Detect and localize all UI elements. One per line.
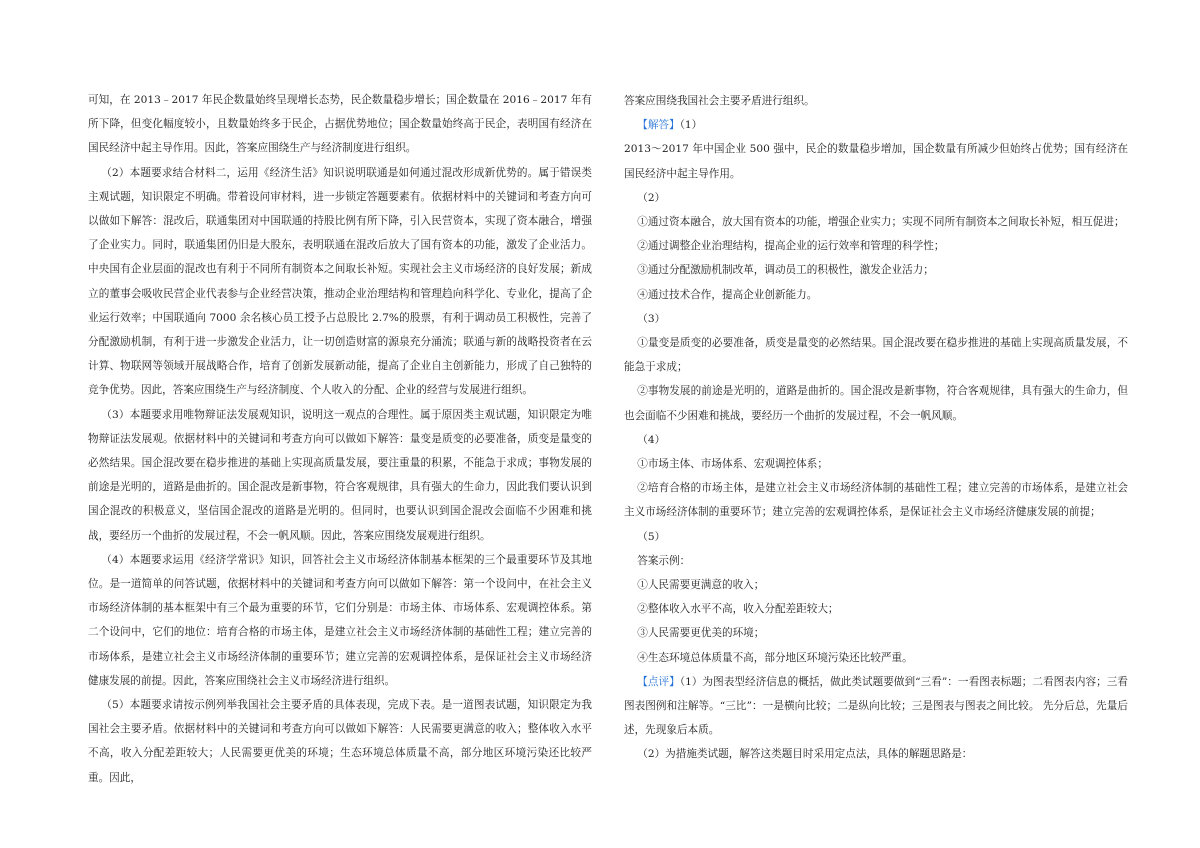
answer-line-4: ②通过调整企业治理结构，提高企业的运行效率和管理的科学性； [637, 240, 945, 253]
answer-intro: 答案应围绕我国社会主要矛盾进行组织。 [624, 95, 815, 107]
answer-line-3: ①通过资本融合，放大国有资本的功能，增强企业实力；实现不同所有制资本之间取长补短，相互促进； [637, 216, 1125, 229]
paragraph-4: （4）本题要求运用《经济学常识》知识，回答社会主义市场经济体制基本框架的三个最重要环节及其地位。是一道简单的问答试题，依据材料中的关键词和考查方向可以做如下解答：第一个设问中，在社会主义市场经济体制的基本框架中有三个最为重要的环节，它们分别是：市场主体、市场体系、宏观调控体系。第二个设问中，它们的地位：培育合格的市场主体，是建立社会主义市场经济体制的基础性工程；建立完善的市场体系，是建立社会主义市场经济体制的重要环节；建立完善的宏观调控体系，是保证社会主义市场经济健康发展的前提。因此，答案应围绕社会主义市场经济进行组织。 [88, 553, 592, 687]
answer-tag-suffix: （1） [679, 119, 703, 132]
answer-line-14: 答案示例： [637, 554, 691, 567]
answer-line-8: ①量变是质变的必要准备，质变是量变的必然结果。国企混改要在稳步推进的基础上实现高质量发展，不能急于求成； [624, 337, 1128, 374]
answer-line-13: （5） [637, 530, 666, 543]
paragraph-2: （2）本题要求结合材料二，运用《经济生活》知识说明联通是如何通过混改形成新优势的。属于错误类主观试题，知识限定不明确。带着设问审材料，进一步锁定答题要素有。依据材料中的关键词和考查方向可以做如下解答：混改后，联通集团对中国联通的持股比例有所下降，引入民营资本，实现了资本融合，增强了企业实力。同时，联通集团仍旧是大股东，表明联通在混改后放大了国有资本的功能，激发了企业活力。中央国有企业层面的混改也有利于不同所有制资本之间取长补短。实现社会主义市场经济的良好发展；新成立的董事会吸收民营企业代表参与企业经营决策，推动企业治理结构和管理趋向科学化、专业化，提高了企业运行效率；中国联通向 7000 余名核心员工授予占总股比 2.7%的股票，有利于调动员工积极性，完善了分配激励机制，有利于进一步激发企业活力，让一切创造财富的源泉充分涌流；联通与新的战略投资者在云计算、物联网等领域开展战略合作，培育了创新发展新动能，提高了企业自主创新能力，形成了自己独特的竞争优势。因此，答案应围绕生产与经济制度、个人收入的分配、企业的经营与发展进行组织。 [88, 166, 592, 397]
answer-tag: 【解答】 [637, 119, 680, 132]
answer-line-17: ③人民需要更优美的环境； [637, 627, 765, 640]
answer-line-7: （3） [637, 312, 666, 325]
answer-header [624, 113, 1128, 137]
answer-line-11: ①市场主体、市场体系、宏观调控体系； [637, 458, 828, 471]
answer-line-18: ④生态环境总体质量不高，部分地区环境污染还比较严重。 [637, 651, 913, 664]
paragraph-3: （3）本题要求用唯物辩证法发展观知识，说明这一观点的合理性。属于原因类主观试题，知识限定为唯物辩证法发展观。依据材料中的关键词和考查方向可以做如下解答：量变是质变的必要准备，质变是量变的必然结果。国企混改要在稳步推进的基础上实现高质量发展，要注重量的积累，不能急于求成；事物发展的前途是光明的，道路是曲折的。国企混改是新事物，符合客观规律，具有强大的生命力，因此我们要认识到国企混改的积极意义，坚信国企混改的道路是光明的。但同时，也要认识到国企混改会面临不少困难和挑战，要经历一个曲折的发展过程，不会一帆风顺。因此，答案应围绕发展观进行组织。 [88, 408, 592, 542]
answer-line-5: ③通过分配激励机制改革，调动员工的积极性，激发企业活力； [637, 264, 934, 277]
answer-line-6: ④通过技术合作，提高企业创新能力。 [637, 288, 818, 301]
paragraph-5: （5）本题要求请按示例列举我国社会主要矛盾的具体表现，完成下表。是一道图表试题，知识限定为我国社会主要矛盾。依据材料中的关键词和考查方向可以做如下解答：人民需要更满意的收入；整体收入水平不高，收入分配差距较大；人民需要更优美的环境；生态环境总体质量不高，部分地区环境污染还比较严重。因此， [88, 699, 592, 784]
review-last-line: （2）为措施类试题，解答这类题目时采用定点法，具体的解题思路是： [637, 748, 973, 761]
answer-line-15: ①人民需要更满意的收入； [637, 579, 765, 592]
answer-line-2: （2） [637, 191, 666, 204]
answer-line-10: （4） [637, 433, 666, 446]
paragraph-1: 可知，在 2013﹣2017 年民企数量始终呈现增长态势，民企数量稳步增长；国企数量在 2016﹣2017 年有所下降，但变化幅度较小，且数量始终多于民企，占据优势地位；国企数量始终高于民企，表明国有经济在国民经济中起主导作用。因此，答案应围绕生产与经济制度进行组织。 [88, 94, 592, 155]
review-tag: 【点评】 [637, 675, 680, 688]
review-paragraph [624, 670, 1128, 743]
answer-line-16: ②整体收入水平不高，收入分配差距较大； [637, 603, 839, 616]
right-column [624, 89, 1128, 767]
answer-line-9: ②事物发展的前途是光明的，道路是曲折的。国企混改是新事物，符合客观规律，具有强大的生命力，但也会面临不少困难和挑战，要经历一个曲折的发展过程，不会一帆风顺。 [624, 385, 1128, 422]
review-text: （1）为图表型经济信息的概括，做此类试题要做到“三看”：一看图表标题；二看图表内容；三看图表图例和注解等。“三比”：一是横向比较；二是纵向比较；三是图表与图表之间比较。 先分后总，先量后述，先现象后本质。 [624, 675, 1128, 737]
answer-line-12: ②培育合格的市场主体，是建立社会主义市场经济体制的基础性工程；建立完善的市场体系，是建立社会主义市场经济体制的重要环节；建立完善的宏观调控体系，是保证社会主义市场经济健康发展的前提； [624, 482, 1128, 519]
left-column [88, 88, 592, 790]
answer-line-1: 2013～2017 年中国企业 500 强中，民企的数量稳步增加，国企数量有所减少但始终占优势；国有经济在国民经济中起主导作用。 [624, 143, 1128, 180]
